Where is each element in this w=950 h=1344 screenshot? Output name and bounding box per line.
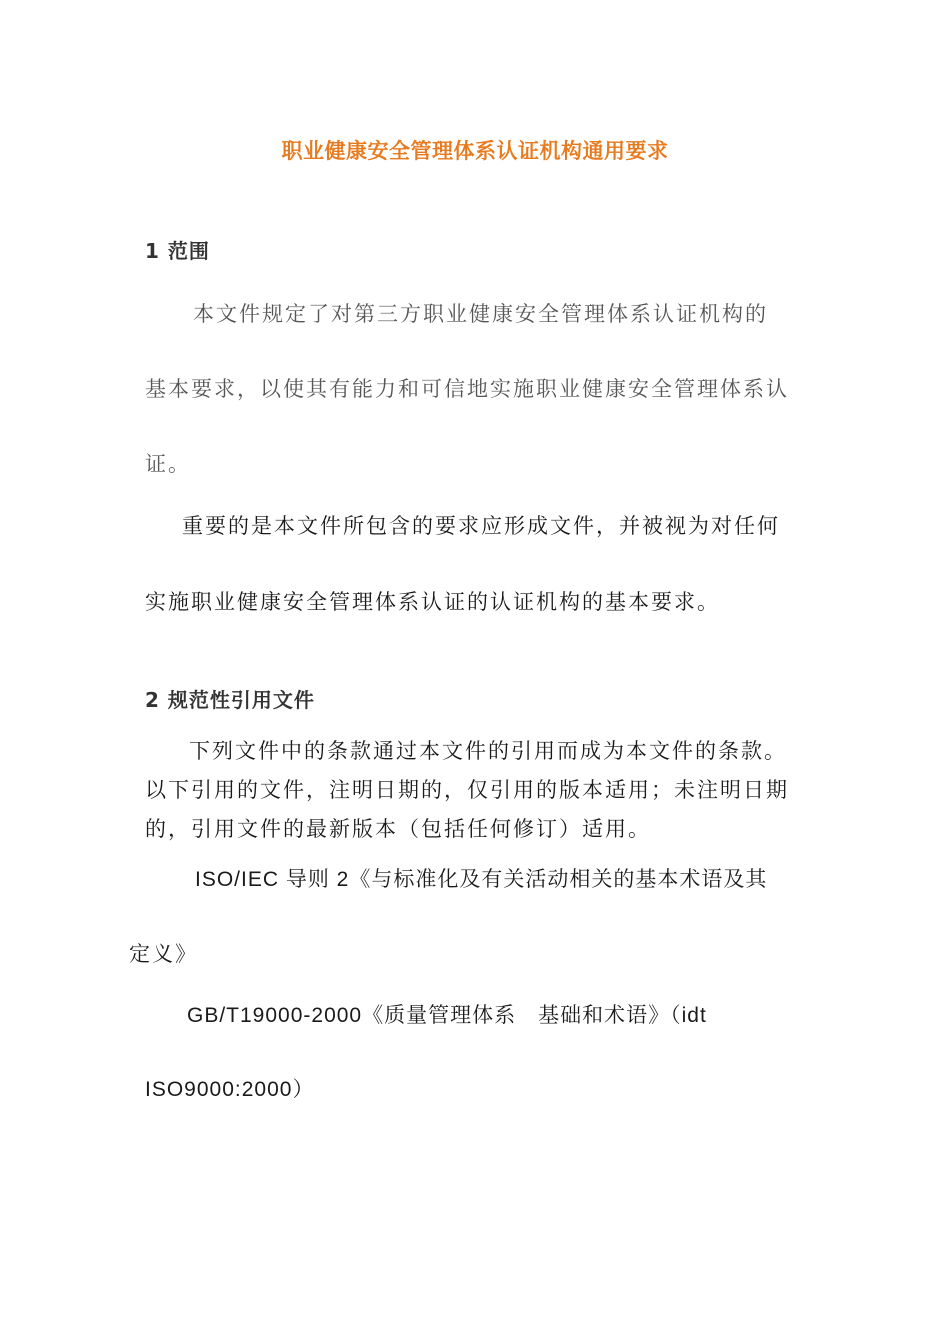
section-2-paragraph-1-line-3: 的，引用文件的最新版本（包括任何修订）适用。 bbox=[145, 817, 651, 841]
reference-iso-iec-guide-2-line-2: 定义》 bbox=[129, 942, 198, 966]
section-1-paragraph-1-line-3: 证。 bbox=[145, 452, 191, 476]
section-2-paragraph-1-line-2: 以下引用的文件，注明日期的，仅引用的版本适用；未注明日期 bbox=[145, 778, 789, 802]
section-2-paragraph-1-line-1: 下列文件中的条款通过本文件的引用而成为本文件的条款。 bbox=[189, 739, 787, 763]
section-1-paragraph-2-line-2: 实施职业健康安全管理体系认证的认证机构的基本要求。 bbox=[145, 590, 720, 614]
reference-iso-iec-guide-2-line-1: ISO/IEC 导则 2《与标准化及有关活动相关的基本术语及其 bbox=[195, 868, 768, 891]
section-1-heading: 1 范围 bbox=[145, 239, 210, 263]
section-1-paragraph-1-line-2: 基本要求，以使其有能力和可信地实施职业健康安全管理体系认 bbox=[145, 377, 789, 401]
reference-gb-t19000-line-1: GB/T19000-2000《质量管理体系 基础和术语》（idt bbox=[187, 1004, 707, 1027]
section-1-paragraph-1-line-1: 本文件规定了对第三方职业健康安全管理体系认证机构的 bbox=[193, 302, 768, 326]
section-2-heading: 2 规范性引用文件 bbox=[145, 688, 315, 712]
reference-gb-t19000-line-2: ISO9000:2000） bbox=[145, 1078, 315, 1101]
section-1-paragraph-2-line-1: 重要的是本文件所包含的要求应形成文件，并被视为对任何 bbox=[182, 514, 780, 538]
document-title: 职业健康安全管理体系认证机构通用要求 bbox=[281, 139, 669, 163]
